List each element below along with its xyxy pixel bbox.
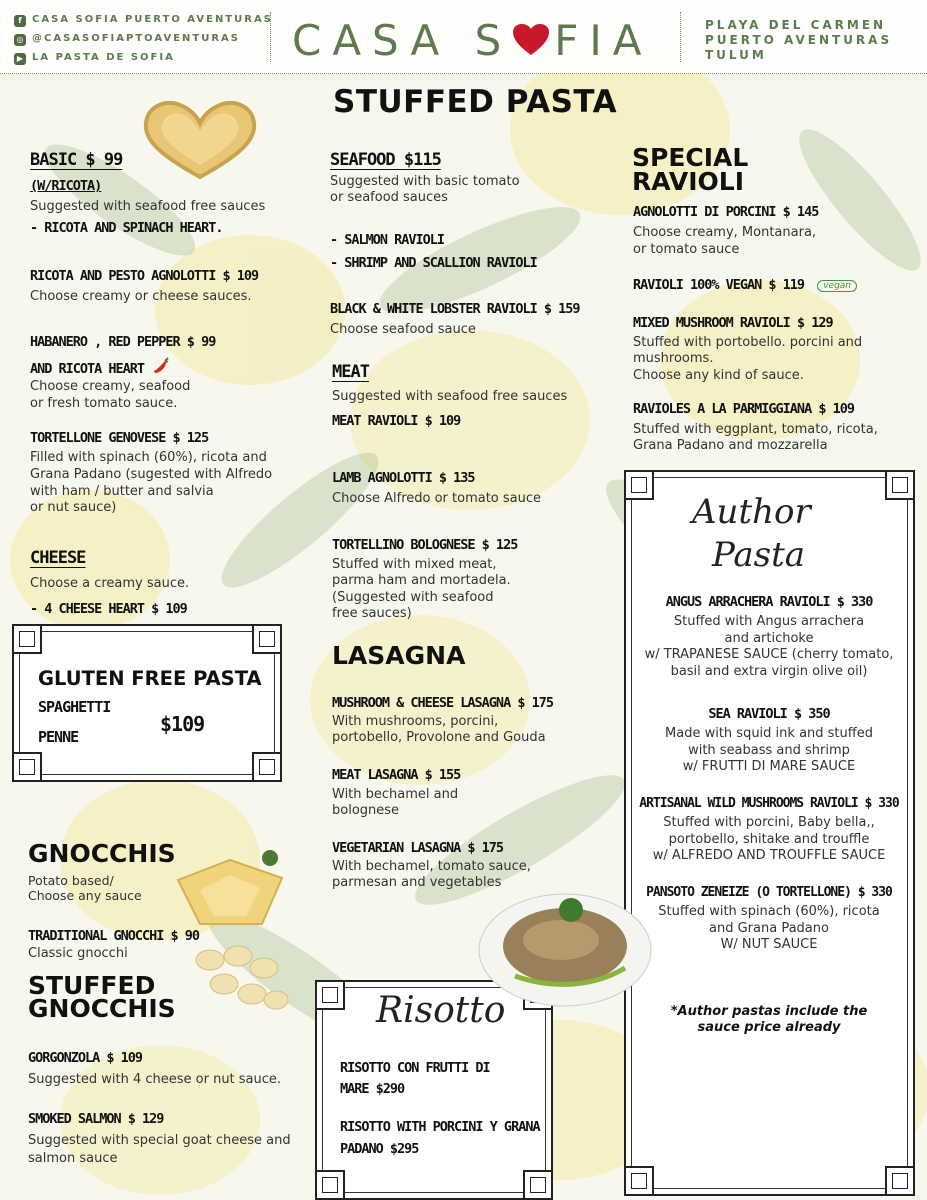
menu-item-desc: Grana Padano (sugested with Alfredo <box>30 467 273 482</box>
menu-item: AGNOLOTTI DI PORCINI $ 145 <box>633 204 819 220</box>
header-bar <box>0 0 927 74</box>
menu-item: MUSHROOM & CHEESE LASAGNA $ 175 <box>332 695 553 711</box>
author-title: Author <box>692 492 811 532</box>
author-note: *Author pastas include the sauce price already <box>670 1004 868 1035</box>
menu-item: PENNE <box>38 728 79 746</box>
vegan-badge: vegan <box>817 280 857 292</box>
menu-item-desc: Suggested with special goat cheese and <box>28 1133 291 1148</box>
social-youtube[interactable]: ▶ LA PASTA DE SOFIA <box>14 52 175 65</box>
menu-item-desc: Potato based/ <box>28 873 114 888</box>
risotto-photo <box>475 880 655 1010</box>
menu-item-desc: salmon sauce <box>28 1151 118 1166</box>
frame-corner <box>315 980 345 1010</box>
author-item: PANSOTO ZENEIZE (O TORTELLONE) $ 330 Stuffed with spinach (60%), ricota and Grana Padano W/ NUT SAUCE <box>646 885 892 952</box>
special-heading: SPECIAL <box>632 143 749 172</box>
frame-corner <box>12 624 42 654</box>
menu-item-desc: parmesan and vegetables <box>332 875 502 890</box>
youtube-icon: ▶ <box>14 53 26 65</box>
menu-item: GORGONZOLA $ 109 <box>28 1050 143 1066</box>
menu-item: BLACK & WHITE LOBSTER RAVIOLI $ 159 <box>330 301 580 317</box>
menu-item-desc: parma ham and mortadela. <box>332 573 511 588</box>
page-title: STUFFED PASTA <box>333 84 618 120</box>
menu-item-desc: Classic gnocchi <box>28 946 128 961</box>
menu-item: RAVIOLI 100% VEGAN $ 119 vegan <box>633 277 857 293</box>
menu-item: SPAGHETTI <box>38 698 111 716</box>
social-instagram[interactable]: ◎ @CASASOFIAPTOAVENTURAS <box>14 33 240 46</box>
header-divider <box>680 12 681 62</box>
menu-item-desc: Suggested with 4 cheese or nut sauce. <box>28 1072 282 1087</box>
menu-item-desc: with ham / butter and salvia <box>30 484 214 499</box>
menu-item: - RICOTA AND SPINACH HEART. <box>30 220 223 236</box>
menu-item-desc: or tomato sauce <box>633 242 740 257</box>
heart-icon <box>512 23 550 57</box>
menu-item-desc: or fresh tomato sauce. <box>30 396 178 411</box>
lasagna-heading: LASAGNA <box>332 641 466 670</box>
menu-item-price: $109 <box>160 712 205 736</box>
menu-item-desc: (Suggested with seafood <box>332 590 494 605</box>
risotto-title: Risotto <box>376 990 506 1031</box>
instagram-icon: ◎ <box>14 34 26 46</box>
meat-heading: MEAT <box>332 362 369 382</box>
tortellini-photo <box>170 840 290 930</box>
gnocchi-photo <box>190 938 290 1018</box>
menu-item-desc: Choose creamy, Montanara, <box>633 225 817 240</box>
basic-sub: (W/RICOTA) <box>30 178 102 194</box>
menu-item-desc: Suggested with basic tomato <box>330 174 520 189</box>
menu-item-desc: Choose creamy, seafood <box>30 379 191 394</box>
frame-corner <box>252 752 282 782</box>
menu-item: MEAT LASAGNA $ 155 <box>332 767 461 783</box>
social-facebook[interactable]: f CASA SOFIA PUERTO AVENTURAS <box>14 14 273 27</box>
menu-item: - SHRIMP AND SCALLION RAVIOLI <box>330 255 537 271</box>
menu-item: TORTELLINO BOLOGNESE $ 125 <box>332 537 518 553</box>
menu-item: MIXED MUSHROOM RAVIOLI $ 129 <box>633 315 833 331</box>
menu-item-desc: Stuffed with mixed meat, <box>332 557 497 572</box>
stuffed-gnocchis-heading: STUFFED <box>28 971 156 1000</box>
author-item: ANGUS ARRACHERA RAVIOLI $ 330 Stuffed with Angus arrachera and artichoke w/ TRAPANESE SAUCE (cherry tomato, basil and extra virgin olive oil) <box>644 594 894 679</box>
menu-item-desc: or nut sauce) <box>30 500 117 515</box>
menu-item: AND RICOTA HEART <box>30 357 171 377</box>
menu-item-desc: Choose creamy or cheese sauces. <box>30 289 252 304</box>
locations: PLAYA DEL CARMEN PUERTO AVENTURAS TULUM <box>705 18 893 62</box>
cheese-heading: CHEESE <box>30 548 86 568</box>
menu-item-desc: Choose Alfredo or tomato sauce <box>332 491 542 506</box>
frame-corner <box>885 1166 915 1196</box>
menu-item-desc: With mushrooms, porcini, <box>332 714 499 729</box>
menu-item: VEGETARIAN LASAGNA $ 175 <box>332 840 504 856</box>
menu-item: RAVIOLES A LA PARMIGGIANA $ 109 <box>633 401 854 417</box>
menu-item-desc: Choose seafood sauce <box>330 322 476 337</box>
menu-item: TORTELLONE GENOVESE $ 125 <box>30 430 209 446</box>
frame-corner <box>315 1170 345 1200</box>
basic-desc: Suggested with seafood free sauces <box>30 199 266 214</box>
author-item: ARTISANAL WILD MUSHROOMS RAVIOLI $ 330 Stuffed with porcini, Baby bella,, portobello, shitake and trouffle w/ ALFREDO AND TROUFFLE SAUCE <box>639 796 899 863</box>
gnocchis-heading: GNOCCHIS <box>28 839 176 868</box>
author-title: Pasta <box>712 535 806 575</box>
menu-item-desc: Choose any sauce <box>28 888 142 903</box>
menu-item-desc: Filled with spinach (60%), ricota and <box>30 450 267 465</box>
menu-item-desc: portobello, Provolone and Gouda <box>332 730 546 745</box>
menu-item-desc: Suggested with seafood free sauces <box>332 389 568 404</box>
special-heading: RAVIOLI <box>632 167 745 196</box>
menu-item-desc: bolognese <box>332 803 400 818</box>
author-item: SEA RAVIOLI $ 350 Made with squid ink and stuffed with seabass and shrimp w/ FRUTTI DI MARE SAUCE <box>665 706 873 774</box>
menu-item: - SALMON RAVIOLI <box>330 232 445 248</box>
menu-item: RISOTTO CON FRUTTI DI <box>340 1060 490 1076</box>
menu-item: RICOTA AND PESTO AGNOLOTTI $ 109 <box>30 268 259 284</box>
frame-corner <box>624 470 654 500</box>
header-divider <box>270 12 271 62</box>
menu-item-desc: or seafood sauces <box>330 190 448 205</box>
menu-item: SMOKED SALMON $ 129 <box>28 1111 164 1127</box>
menu-item: HABANERO , RED PEPPER $ 99 <box>30 334 216 350</box>
menu-item: LAMB AGNOLOTTI $ 135 <box>332 470 475 486</box>
menu-item-desc: With bechamel, tomato sauce, <box>332 859 531 874</box>
frame-corner <box>252 624 282 654</box>
facebook-icon: f <box>14 15 26 27</box>
gluten-free-title: GLUTEN FREE PASTA <box>38 667 262 690</box>
menu-item-desc: Stuffed with portobello. porcini and <box>633 335 863 350</box>
brand-logo: CASA S FIA <box>292 16 653 65</box>
menu-item-desc: free sauces) <box>332 606 412 621</box>
menu-item-desc: Choose a creamy sauce. <box>30 576 190 591</box>
menu-item-desc: Grana Padano and mozzarella <box>633 438 828 453</box>
menu-item-desc: Stuffed with eggplant, tomato, ricota, <box>633 422 878 437</box>
menu-item-desc: Choose any kind of sauce. <box>633 368 804 383</box>
menu-item: MARE $290 <box>340 1081 405 1097</box>
menu-item: PADANO $295 <box>340 1141 419 1157</box>
menu-item-desc: mushrooms. <box>633 351 714 366</box>
basic-heading: BASIC $ 99 <box>30 150 123 170</box>
seafood-heading: SEAFOOD $115 <box>330 150 441 170</box>
frame-corner <box>885 470 915 500</box>
menu-item: RISOTTO WITH PORCINI Y GRANA <box>340 1119 540 1135</box>
chili-pepper-icon <box>151 357 171 377</box>
stuffed-gnocchis-heading: GNOCCHIS <box>28 994 176 1023</box>
frame-corner <box>624 1166 654 1196</box>
menu-item-desc: With bechamel and <box>332 787 459 802</box>
frame-corner <box>12 752 42 782</box>
menu-item: TRADITIONAL GNOCCHI $ 90 <box>28 928 200 944</box>
ravioli-photo <box>140 95 260 185</box>
frame-corner <box>523 1170 553 1200</box>
menu-item: - 4 CHEESE HEART $ 109 <box>30 601 187 617</box>
menu-item: MEAT RAVIOLI $ 109 <box>332 413 461 429</box>
